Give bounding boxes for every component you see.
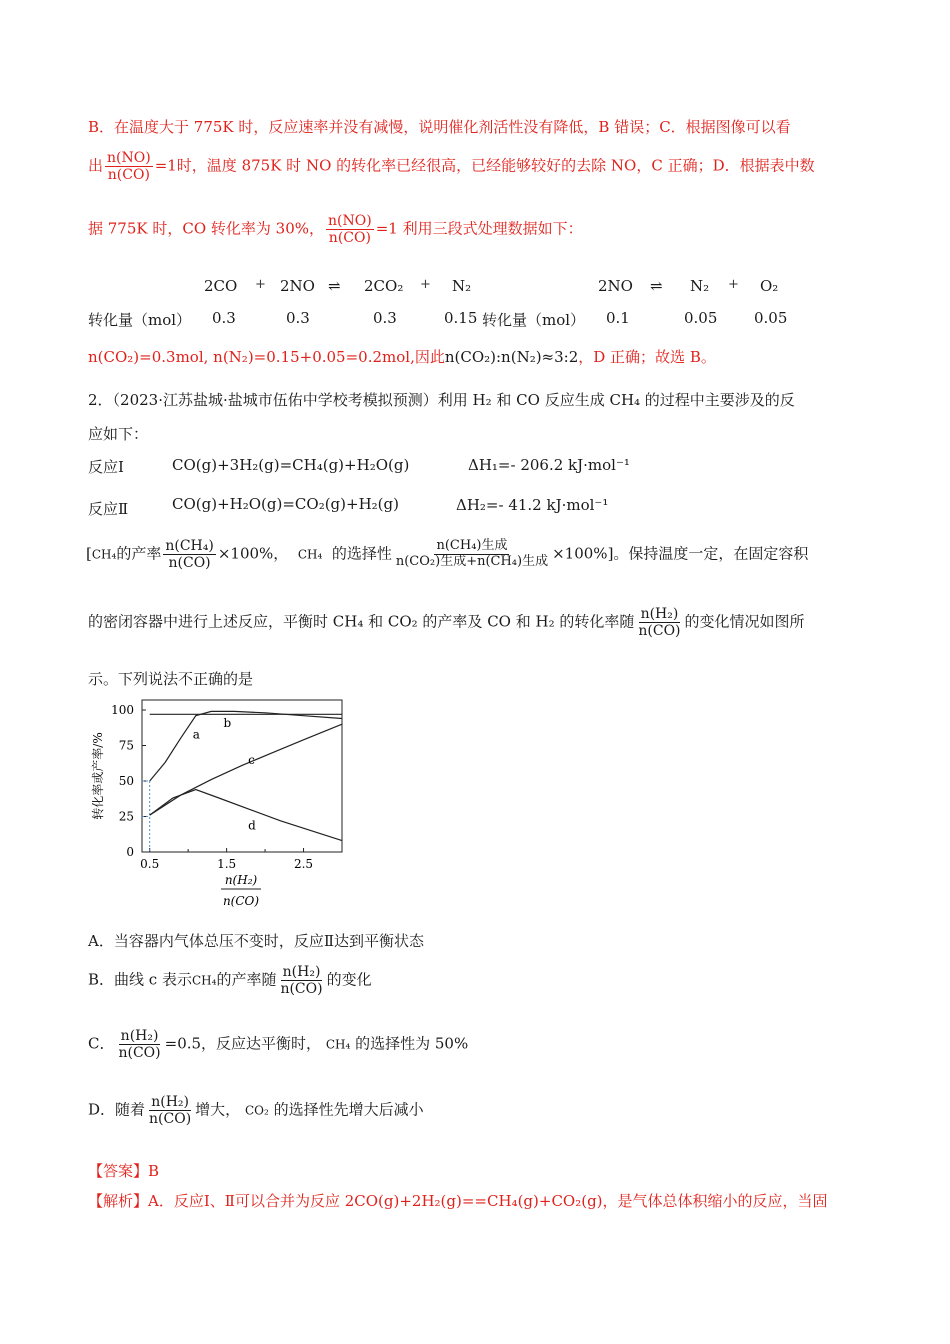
option-d: D．随着 $\frac{\text{n(H₂)}}{n(CO)}$ 增大， CO₂ 的选择性先增大后减小: [88, 1094, 424, 1128]
plot-frame: [142, 700, 342, 852]
conversion-yield-chart: [80, 696, 370, 916]
reaction-2-label: 反应Ⅱ: [88, 500, 129, 518]
reaction-1-equation: CO(g)+3H₂(g)=CH₄(g)+H₂O(g): [172, 456, 410, 474]
definition-line: [CH₄的产率 $\frac{\text{n(CH₄)}}{n(CO)}$ ×100%， CH₄ 的选择性 $\frac{\text{n(CH₄)生成}}{\text{n(CO₂)生成+n(CH₄)生成}}$ ×100%]。保持温度一定，在固定容积: [86, 538, 809, 572]
reaction-1-label: 反应Ⅰ: [88, 458, 124, 476]
x-tick-label: 0.5: [140, 857, 160, 871]
option-b: B．曲线 c 表示CH₄的产率随 $\frac{\text{n(H₂)}}{n(CO)}$ 的变化: [88, 964, 372, 998]
option-c: C． $\frac{\text{n(H₂)}}{n(CO)}$ =0.5，反应达平衡时， CH₄ 的选择性为 50%: [88, 1028, 469, 1062]
no-co-ratio-fraction-2: $\frac{n(NO)}{n(CO)}$: [328, 213, 372, 247]
no-co-ratio-fraction: $\frac{n(NO)}{n(CO)}$: [107, 150, 151, 184]
question-stem-line-1: 2．（2023·江苏盐城·盐城市伍佑中学校考模拟预测）利用 H₂ 和 CO 反应生成 CH₄ 的过程中主要涉及的反: [88, 391, 795, 409]
calculation-line: n(CO₂)=0.3mol, n(N₂)=0.15+0.05=0.2mol,因此n(CO₂):n(N₂)≈3:2，D 正确；故选 B。: [88, 348, 716, 366]
analysis-line: 【解析】A．反应Ⅰ、Ⅱ可以合并为反应 2CO(g)+2H₂(g)==CH₄(g)+CO₂(g)，是气体总体积缩小的反应，当固: [88, 1192, 828, 1210]
series-lines: [150, 711, 342, 840]
x-tick-label: 1.5: [217, 857, 237, 871]
explanation-line-2: 出 $\frac{n(NO)}{n(CO)}$ =1时，温度 875K 时 NO 的转化率已经很高，已经能够较好的去除 NO，C 正确；D．根据表中数: [88, 150, 815, 184]
x-axis-label-denominator: n(CO): [222, 894, 260, 908]
series-label-b: b: [223, 716, 232, 731]
explanation-line-1: B．在温度大于 775K 时，反应速率并没有减慢，说明催化剂活性没有降低，B 错误；C．根据图像可以看: [88, 118, 791, 136]
reaction-1-enthalpy: ΔH₁=- 206.2 kJ·mol⁻¹: [468, 456, 630, 474]
answer-label: 【答案】B: [88, 1162, 160, 1180]
question-stem-line-4: 示。下列说法不正确的是: [88, 670, 254, 688]
series-labels: [193, 716, 256, 832]
y-axis-ticks: [111, 703, 146, 859]
series-label-d: d: [248, 818, 256, 833]
explanation-line-3: 据 775K 时，CO 转化率为 30%， $\frac{n(NO)}{n(CO)}$ =1 利用三段式处理数据如下：: [88, 213, 583, 247]
y-axis-label: 转化率或产率/%: [91, 732, 105, 820]
conversion-amount-row: 转化量（mol） 0.3 0.3 0.3 0.15 转化量（mol） 0.1 0.05 0.05: [88, 309, 788, 329]
y-tick-label: 75: [118, 738, 134, 753]
option-a: A．当容器内气体总压不变时，反应Ⅱ达到平衡状态: [88, 932, 425, 950]
x-tick-label: 2.5: [293, 857, 314, 871]
y-tick-label: 100: [111, 703, 134, 717]
y-tick-label: 25: [118, 809, 134, 824]
y-tick-label: 50: [118, 774, 134, 788]
reaction-2-equation: CO(g)+H₂O(g)=CO₂(g)+H₂(g): [172, 495, 399, 513]
question-stem-line-3: 的密闭容器中进行上述反应，平衡时 CH₄ 和 CO₂ 的产率及 CO 和 H₂ 的转化率随 $\frac{\text{n(H₂)}}{n(CO)}$ 的变化情况如图所: [88, 606, 805, 640]
x-axis-ticks: [140, 848, 342, 871]
x-axis-label-numerator: n(H₂): [224, 873, 258, 887]
series-line-c: [150, 724, 342, 815]
equation-species-row: 2CO + 2NO ⇌ 2CO₂ + N₂ 2NO ⇌ N₂ + O₂: [204, 277, 779, 295]
series-label-c: c: [248, 752, 255, 767]
reaction-2-enthalpy: ΔH₂=- 41.2 kJ·mol⁻¹: [456, 496, 609, 514]
series-label-a: a: [192, 727, 200, 742]
series-line-a: [150, 711, 342, 781]
y-tick-label: 0: [126, 845, 134, 859]
question-stem-line-2: 应如下：: [88, 425, 149, 443]
